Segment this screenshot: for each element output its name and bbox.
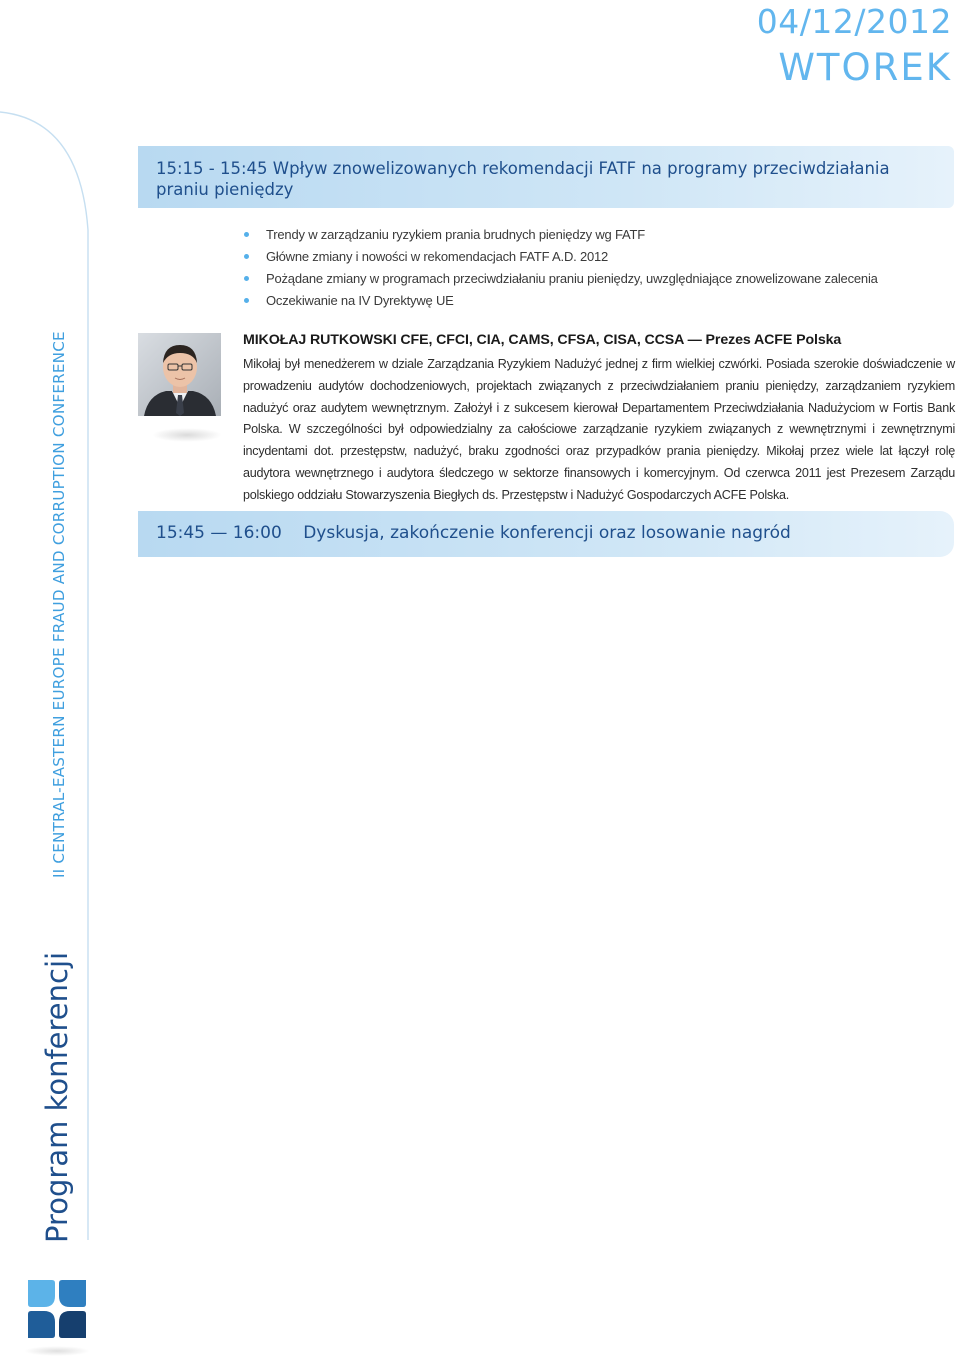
bullet-item: Główne zmiany i nowości w rekomendacjach FATF A.D. 2012 bbox=[244, 246, 944, 268]
bullet-item: Pożądane zmiany w programach przeciwdziałaniu praniu pieniędzy, uwzględniające znowelizowane zalecenia bbox=[244, 268, 944, 290]
photo-shadow bbox=[152, 428, 222, 442]
header-day: WTOREK bbox=[778, 46, 952, 89]
session-2-heading bbox=[156, 523, 934, 544]
conference-logo-icon bbox=[28, 1280, 86, 1338]
logo-shadow bbox=[24, 1346, 90, 1356]
session-1-bullet-list bbox=[244, 224, 944, 312]
session-1-heading bbox=[156, 158, 934, 200]
session-2-title: Dyskusja, zakończenie konferencji oraz losowanie nagród bbox=[303, 523, 791, 543]
speaker-photo bbox=[138, 333, 221, 416]
header-date: 04/12/2012 bbox=[756, 2, 952, 41]
session-bar-2 bbox=[138, 511, 954, 557]
session-bar-1 bbox=[138, 146, 954, 208]
bullet-item: Trendy w zarządzaniu ryzykiem prania brudnych pieniędzy wg FATF bbox=[244, 224, 944, 246]
speaker-name: MIKOŁAJ RUTKOWSKI CFE, CFCI, CIA, CAMS, CFSA, CISA, CCSA — Prezes ACFE Polska bbox=[243, 332, 842, 348]
session-2-time: 15:45 — 16:00 bbox=[156, 523, 282, 543]
program-label-vertical: Program konferencji bbox=[40, 951, 74, 1243]
session-1-time: 15:15 - 15:45 bbox=[156, 159, 268, 178]
conference-name-vertical: II CENTRAL-EASTERN EUROPE FRAUD AND CORRUPTION CONFERENCE bbox=[50, 331, 68, 878]
speaker-bio: Mikołaj był menedżerem w dziale Zarządzania Ryzykiem Nadużyć jednej z firm wielkiej czwórki. Posiada szerokie doświadczenie w prowadzeniu audytów dochodzeniowych, projektach związanych z przeciwdziałaniem praniu pieniędzy, zarządzaniem ryzykiem nadużyć oraz audytem wewnętrznym. Założył i z sukcesem kierował Departamentem Przeciwdziałania Nadużyciom w Fortis Bank Polska. W szczególności był odpowiedzialny za całościowe zarządzanie ryzykiem związanych z wewnętrznymi i zewnętrznymi incydentami dot. przestępstw, nadużyć, braku zgodności oraz przypadków prania pieniędzy. Mikołaj przez wiele lat łączył rolę audytora wewnętrznego i audytora śledczego w sektorze finansowych i komercyjnym. Od czerwca 2011 jest Prezesem Zarządu polskiego oddziału Stowarzyszenia Biegłych ds. Przestępstw i Nadużyć Gospodarczych ACFE Polska. bbox=[243, 357, 955, 502]
session-1-title: Wpływ znowelizowanych rekomendacji FATF na programy przeciwdziałania praniu pieniędzy bbox=[156, 159, 890, 199]
bullet-item: Oczekiwanie na IV Dyrektywę UE bbox=[244, 290, 944, 312]
